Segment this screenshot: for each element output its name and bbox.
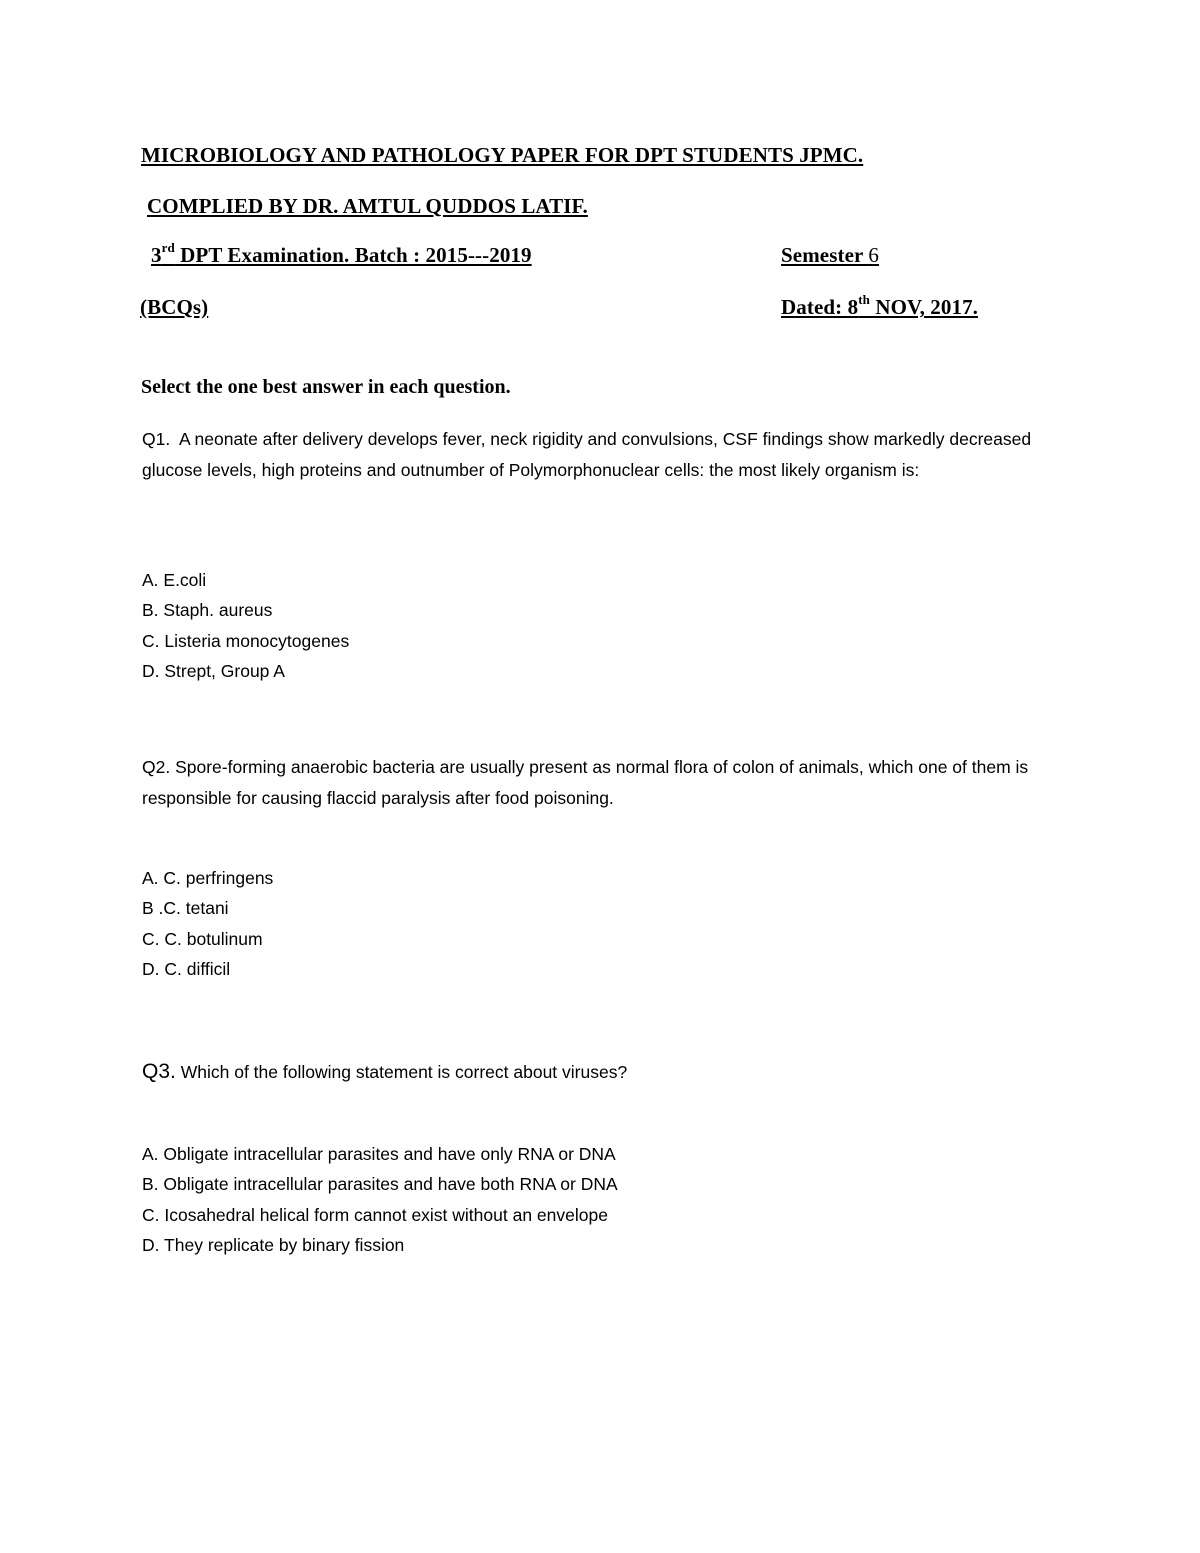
question-3 [142,1057,1072,1088]
semester: Semester 6 [781,243,880,267]
question-1 [142,424,1072,485]
option-a: A. C. perfringens [142,868,274,888]
question-text: Spore-forming anaerobic bacteria are usually present as normal flora of colon of animals, which one of them is responsible for causing flaccid paralysis after food poisoning. [142,757,1029,808]
question-text: Which of the following statement is correct about viruses? [180,1062,628,1082]
exam-batch-line: 3rd DPT Examination. Batch : 2015---2019 [151,240,532,267]
option-a: A. Obligate intracellular parasites and have only RNA or DNA [142,1144,616,1164]
option-c: C. C. botulinum [142,928,263,949]
question-label: Q2. [142,757,171,777]
compiled-by: COMPLIED BY DR. AMTUL QUDDOS LATIF. [147,194,588,218]
exam-date: Dated: 8th NOV, 2017. [781,292,979,319]
question-1-options [142,565,349,686]
question-label: Q1. [142,429,171,449]
option-d: D. C. difficil [142,958,231,979]
instruction: Select the one best answer in each question. [141,376,511,398]
option-d: D. They replicate by binary fission [142,1234,405,1255]
option-b: B. Staph. aureus [142,600,273,621]
question-2-options [142,863,273,984]
option-c: C. Listeria monocytogenes [142,630,350,651]
paper-type: (BCQs) [140,295,209,319]
question-2 [142,752,1072,813]
question-label: Q3. [142,1060,176,1083]
question-3-options [142,1139,618,1260]
question-text: A neonate after delivery develops fever, neck rigidity and convulsions, CSF findings show markedly decreased glucose levels, high proteins and outnumber of Polymorphonuclear cells: the most likely organism is: [142,429,1032,480]
option-c: C. Icosahedral helical form cannot exist without an envelope [142,1204,608,1225]
option-d: D. Strept, Group A [142,660,285,681]
paper-title: MICROBIOLOGY AND PATHOLOGY PAPER FOR DPT STUDENTS JPMC. [141,143,864,167]
option-b: B .C. tetani [142,898,229,919]
option-b: B. Obligate intracellular parasites and have both RNA or DNA [142,1174,618,1195]
option-a: A. E.coli [142,570,207,590]
